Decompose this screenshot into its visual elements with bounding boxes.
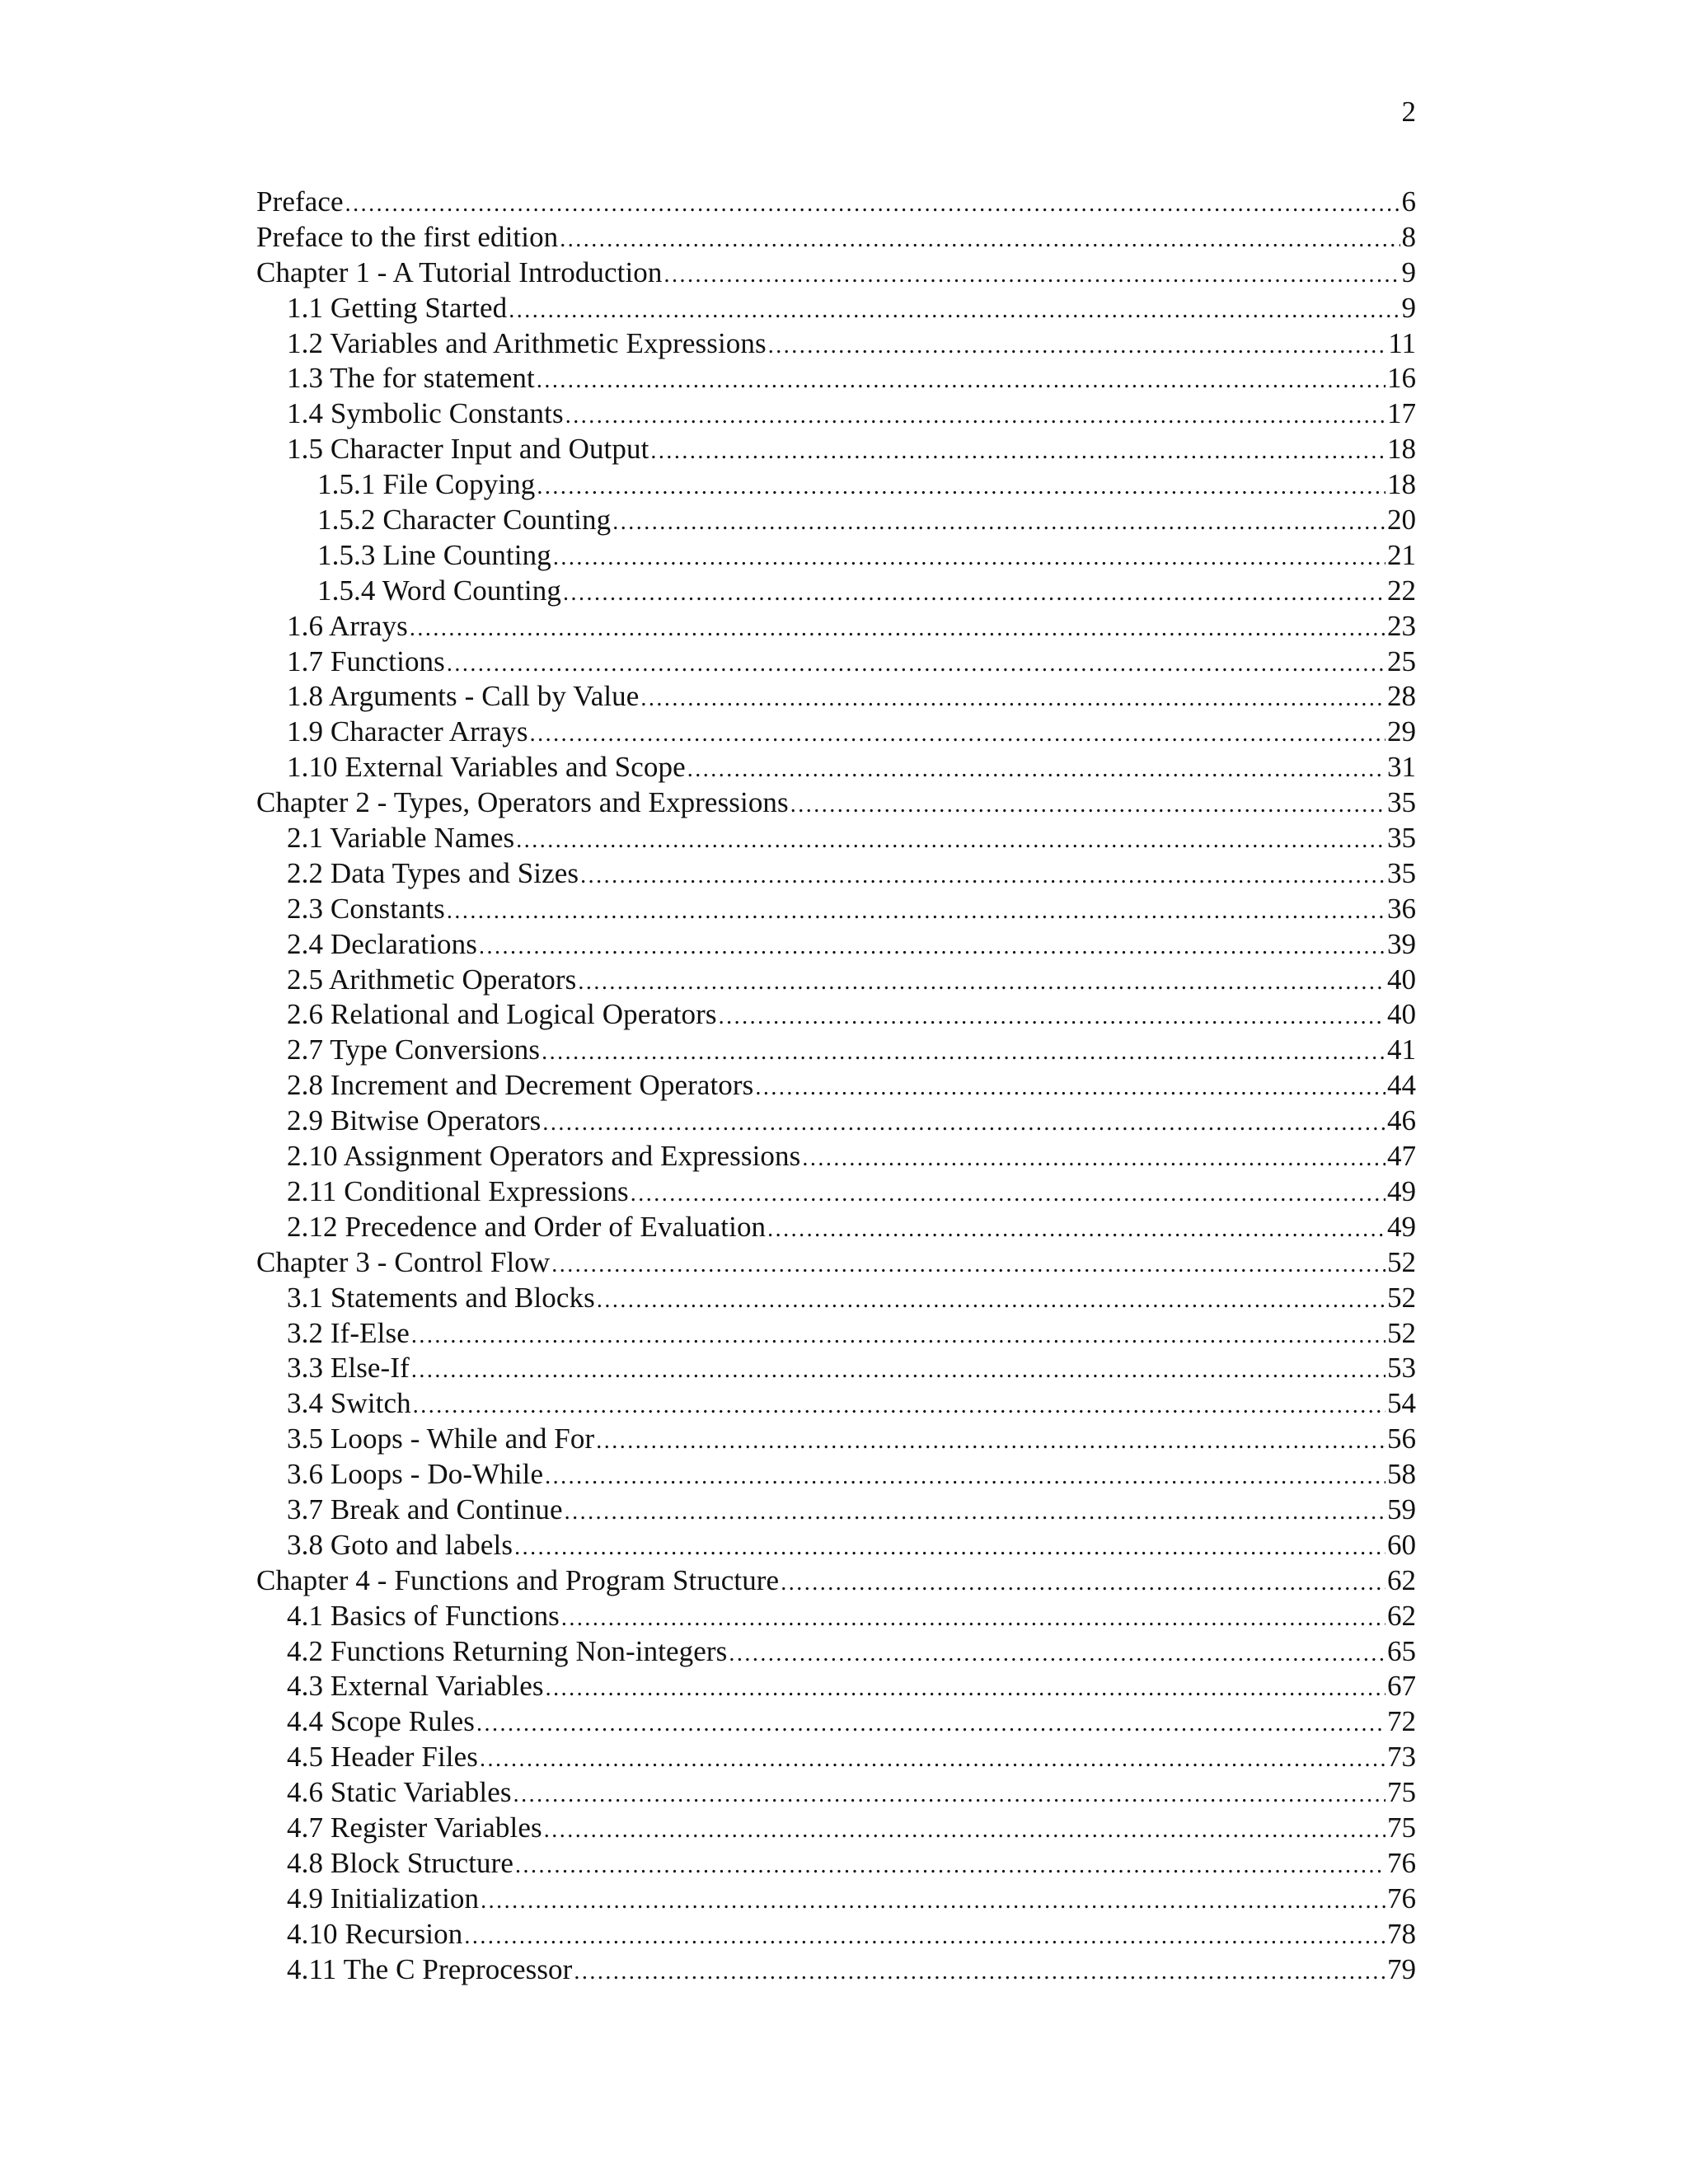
toc-entry[interactable] bbox=[256, 1210, 1416, 1245]
toc-entry[interactable] bbox=[256, 361, 1416, 396]
toc-entry-page: 40 bbox=[1387, 963, 1416, 996]
toc-entry[interactable] bbox=[256, 1033, 1416, 1068]
toc-entry[interactable] bbox=[256, 1917, 1416, 1952]
toc-entry-page: 62 bbox=[1387, 1563, 1416, 1596]
toc-entry-title: 2.3 Constants bbox=[287, 892, 445, 925]
page-number: 2 bbox=[1401, 96, 1416, 128]
toc-dot-leader bbox=[476, 1707, 1386, 1742]
toc-entry-page: 79 bbox=[1387, 1952, 1416, 1985]
toc-entry[interactable] bbox=[256, 715, 1416, 750]
toc-entry-title: 1.6 Arrays bbox=[287, 609, 408, 642]
toc-entry-title: 3.2 If-Else bbox=[287, 1316, 410, 1349]
toc-entry-page: 41 bbox=[1387, 1033, 1416, 1066]
toc-dot-leader bbox=[596, 1424, 1386, 1460]
toc-dot-leader bbox=[767, 1212, 1386, 1248]
toc-entry[interactable] bbox=[256, 1811, 1416, 1846]
toc-entry-title: 3.6 Loops - Do-While bbox=[287, 1458, 544, 1491]
toc-dot-leader bbox=[514, 1530, 1386, 1566]
toc-dot-leader bbox=[768, 329, 1387, 364]
toc-dot-leader bbox=[687, 752, 1386, 788]
toc-entry[interactable] bbox=[256, 574, 1416, 609]
toc-dot-leader bbox=[546, 1671, 1386, 1707]
toc-dot-leader bbox=[612, 505, 1386, 541]
toc-entry[interactable] bbox=[256, 1316, 1416, 1352]
toc-dot-leader bbox=[411, 1319, 1386, 1354]
toc-entry-page: 9 bbox=[1401, 291, 1416, 324]
toc-dot-leader bbox=[513, 1778, 1386, 1813]
toc-dot-leader bbox=[413, 1389, 1386, 1424]
toc-entry-page: 72 bbox=[1387, 1705, 1416, 1738]
toc-entry-page: 35 bbox=[1387, 822, 1416, 855]
toc-entry-page: 54 bbox=[1387, 1387, 1416, 1420]
toc-entry-page: 75 bbox=[1387, 1776, 1416, 1809]
toc-entry-title: 3.5 Loops - While and For bbox=[287, 1422, 595, 1455]
toc-entry-page: 52 bbox=[1387, 1245, 1416, 1278]
toc-dot-leader bbox=[447, 894, 1386, 930]
table-of-contents bbox=[256, 185, 1416, 1987]
toc-entry-page: 62 bbox=[1387, 1599, 1416, 1632]
toc-entry-page: 75 bbox=[1387, 1811, 1416, 1844]
toc-entry[interactable] bbox=[256, 1245, 1416, 1281]
toc-entry[interactable] bbox=[256, 856, 1416, 892]
toc-entry-page: 35 bbox=[1387, 856, 1416, 889]
toc-entry-title: Chapter 2 - Types, Operators and Expressions bbox=[256, 786, 789, 819]
toc-entry-title: 4.6 Static Variables bbox=[287, 1776, 512, 1809]
toc-entry-title: 2.12 Precedence and Order of Evaluation bbox=[287, 1210, 767, 1243]
toc-entry-title: 2.11 Conditional Expressions bbox=[287, 1174, 629, 1207]
toc-entry[interactable] bbox=[256, 1775, 1416, 1811]
toc-entry-title: 1.5.1 File Copying bbox=[317, 468, 536, 501]
toc-entry-title: Chapter 1 - A Tutorial Introduction bbox=[256, 255, 663, 288]
toc-entry[interactable] bbox=[256, 609, 1416, 644]
toc-dot-leader bbox=[544, 1813, 1386, 1849]
toc-entry-page: 16 bbox=[1387, 362, 1416, 395]
toc-entry[interactable] bbox=[256, 396, 1416, 432]
toc-entry-page: 39 bbox=[1387, 927, 1416, 960]
toc-dot-leader bbox=[345, 187, 1400, 223]
toc-entry-page: 9 bbox=[1401, 255, 1416, 288]
toc-entry-title: 4.7 Register Variables bbox=[287, 1811, 542, 1844]
toc-dot-leader bbox=[597, 1283, 1386, 1319]
toc-entry-page: 18 bbox=[1387, 468, 1416, 501]
toc-entry-title: 2.10 Assignment Operators and Expressions bbox=[287, 1140, 801, 1173]
toc-entry-page: 21 bbox=[1387, 538, 1416, 571]
toc-entry-title: 1.5 Character Input and Output bbox=[287, 433, 649, 466]
toc-entry-title: 1.8 Arguments - Call by Value bbox=[287, 680, 640, 713]
toc-dot-leader bbox=[551, 1248, 1386, 1283]
toc-entry[interactable] bbox=[256, 255, 1416, 291]
toc-entry-title: 2.4 Declarations bbox=[287, 927, 477, 960]
toc-entry[interactable] bbox=[256, 1351, 1416, 1386]
toc-entry[interactable] bbox=[256, 1174, 1416, 1210]
toc-dot-leader bbox=[790, 788, 1386, 823]
toc-dot-leader bbox=[410, 612, 1386, 647]
toc-dot-leader bbox=[719, 1000, 1386, 1035]
toc-entry-page: 22 bbox=[1387, 574, 1416, 607]
toc-entry[interactable] bbox=[256, 1493, 1416, 1528]
toc-entry[interactable] bbox=[256, 1457, 1416, 1493]
toc-dot-leader bbox=[560, 223, 1400, 258]
toc-entry-title: 4.9 Initialization bbox=[287, 1882, 480, 1915]
toc-dot-leader bbox=[464, 1919, 1386, 1955]
toc-entry[interactable] bbox=[256, 1386, 1416, 1422]
toc-entry-page: 28 bbox=[1387, 680, 1416, 713]
toc-entry-page: 46 bbox=[1387, 1104, 1416, 1137]
toc-entry-title: Chapter 3 - Control Flow bbox=[256, 1245, 551, 1278]
toc-dot-leader bbox=[516, 823, 1386, 859]
toc-entry[interactable] bbox=[256, 1139, 1416, 1174]
toc-dot-leader bbox=[542, 1035, 1386, 1071]
toc-dot-leader bbox=[650, 434, 1386, 470]
toc-entry-title: 4.5 Header Files bbox=[287, 1741, 478, 1774]
toc-dot-leader bbox=[479, 930, 1386, 965]
toc-entry[interactable] bbox=[256, 679, 1416, 715]
toc-dot-leader bbox=[561, 1601, 1386, 1637]
toc-entry-title: 1.10 External Variables and Scope bbox=[287, 751, 686, 784]
toc-entry[interactable] bbox=[256, 220, 1416, 255]
toc-entry-page: 20 bbox=[1387, 504, 1416, 537]
toc-entry-page: 36 bbox=[1387, 892, 1416, 925]
toc-entry[interactable] bbox=[256, 1281, 1416, 1316]
toc-dot-leader bbox=[481, 1884, 1386, 1919]
toc-entry-page: 40 bbox=[1387, 998, 1416, 1031]
toc-entry[interactable] bbox=[256, 467, 1416, 503]
toc-dot-leader bbox=[530, 717, 1386, 752]
toc-dot-leader bbox=[515, 1849, 1386, 1884]
toc-entry-title: 1.5.3 Line Counting bbox=[317, 538, 551, 571]
toc-entry-page: 49 bbox=[1387, 1210, 1416, 1243]
toc-entry-page: 59 bbox=[1387, 1493, 1416, 1526]
toc-entry[interactable] bbox=[256, 326, 1416, 362]
toc-entry[interactable] bbox=[256, 785, 1416, 821]
toc-dot-leader bbox=[565, 1495, 1386, 1530]
toc-dot-leader bbox=[781, 1566, 1386, 1601]
toc-entry-page: 52 bbox=[1387, 1316, 1416, 1349]
toc-entry-title: 3.3 Else-If bbox=[287, 1352, 410, 1385]
toc-entry-title: 4.10 Recursion bbox=[287, 1917, 463, 1950]
toc-entry-page: 17 bbox=[1387, 397, 1416, 430]
toc-dot-leader bbox=[537, 470, 1386, 505]
toc-entry-page: 6 bbox=[1401, 185, 1416, 218]
toc-entry[interactable] bbox=[256, 997, 1416, 1033]
toc-entry-page: 67 bbox=[1387, 1670, 1416, 1703]
toc-dot-leader bbox=[537, 363, 1386, 399]
toc-entry[interactable] bbox=[256, 1740, 1416, 1775]
toc-entry[interactable] bbox=[256, 644, 1416, 680]
toc-entry-title: 4.11 The C Preprocessor bbox=[287, 1952, 573, 1985]
toc-dot-leader bbox=[574, 1955, 1386, 1990]
toc-dot-leader bbox=[729, 1637, 1386, 1672]
toc-entry-page: 52 bbox=[1387, 1281, 1416, 1314]
toc-entry-title: 2.2 Data Types and Sizes bbox=[287, 856, 579, 889]
toc-entry[interactable] bbox=[256, 538, 1416, 574]
toc-entry-title: 2.5 Arithmetic Operators bbox=[287, 963, 577, 996]
toc-dot-leader bbox=[631, 1177, 1386, 1212]
toc-entry[interactable] bbox=[256, 1528, 1416, 1563]
toc-dot-leader bbox=[509, 293, 1400, 329]
toc-entry-page: 18 bbox=[1387, 433, 1416, 466]
toc-entry[interactable] bbox=[256, 1068, 1416, 1104]
toc-entry-page: 44 bbox=[1387, 1069, 1416, 1102]
toc-entry-page: 76 bbox=[1387, 1846, 1416, 1879]
toc-entry[interactable] bbox=[256, 1669, 1416, 1704]
toc-entry-title: 4.3 External Variables bbox=[287, 1670, 544, 1703]
toc-entry[interactable] bbox=[256, 927, 1416, 963]
toc-entry[interactable] bbox=[256, 1563, 1416, 1599]
toc-entry[interactable] bbox=[256, 1704, 1416, 1740]
toc-entry[interactable] bbox=[256, 1104, 1416, 1139]
toc-entry-page: 23 bbox=[1387, 609, 1416, 642]
toc-entry-title: Chapter 4 - Functions and Program Structure bbox=[256, 1563, 780, 1596]
toc-entry[interactable] bbox=[256, 1599, 1416, 1634]
toc-entry-title: 4.4 Scope Rules bbox=[287, 1705, 476, 1738]
toc-entry[interactable] bbox=[256, 503, 1416, 538]
toc-entry-title: 1.2 Variables and Arithmetic Expressions bbox=[287, 326, 767, 359]
toc-dot-leader bbox=[580, 859, 1386, 894]
toc-entry-title: 2.6 Relational and Logical Operators bbox=[287, 998, 717, 1031]
toc-entry-title: Preface bbox=[256, 185, 344, 218]
toc-dot-leader bbox=[755, 1071, 1386, 1106]
toc-entry-page: 31 bbox=[1387, 751, 1416, 784]
toc-entry-title: 1.7 Functions bbox=[287, 644, 445, 677]
toc-entry-title: 1.4 Symbolic Constants bbox=[287, 397, 564, 430]
toc-entry[interactable] bbox=[256, 1952, 1416, 1988]
toc-entry-title: 4.1 Basics of Functions bbox=[287, 1599, 560, 1632]
toc-entry[interactable] bbox=[256, 1422, 1416, 1457]
toc-entry-title: 3.1 Statements and Blocks bbox=[287, 1281, 595, 1314]
toc-entry-title: 3.4 Switch bbox=[287, 1387, 411, 1420]
toc-dot-leader bbox=[640, 682, 1386, 717]
toc-entry[interactable] bbox=[256, 1882, 1416, 1917]
toc-dot-leader bbox=[802, 1141, 1386, 1177]
toc-entry-title: 3.7 Break and Continue bbox=[287, 1493, 563, 1526]
toc-entry-title: 4.8 Block Structure bbox=[287, 1846, 514, 1879]
toc-entry-page: 73 bbox=[1387, 1741, 1416, 1774]
toc-entry-page: 60 bbox=[1387, 1528, 1416, 1561]
toc-entry[interactable] bbox=[256, 821, 1416, 856]
toc-entry-title: Preface to the first edition bbox=[256, 220, 559, 253]
toc-entry[interactable] bbox=[256, 750, 1416, 785]
toc-entry[interactable] bbox=[256, 185, 1416, 220]
toc-entry-page: 65 bbox=[1387, 1634, 1416, 1667]
toc-entry[interactable] bbox=[256, 291, 1416, 326]
toc-entry-page: 58 bbox=[1387, 1458, 1416, 1491]
toc-entry-title: 1.3 The for statement bbox=[287, 362, 535, 395]
toc-entry-title: 1.9 Character Arrays bbox=[287, 715, 528, 748]
toc-entry-page: 56 bbox=[1387, 1422, 1416, 1455]
toc-entry[interactable] bbox=[256, 963, 1416, 998]
toc-dot-leader bbox=[563, 576, 1386, 612]
toc-entry-page: 8 bbox=[1401, 220, 1416, 253]
toc-entry-title: 1.5.2 Character Counting bbox=[317, 504, 612, 537]
toc-entry-page: 11 bbox=[1388, 326, 1416, 359]
toc-entry-page: 53 bbox=[1387, 1352, 1416, 1385]
toc-entry-title: 1.5.4 Word Counting bbox=[317, 574, 561, 607]
toc-entry[interactable] bbox=[256, 892, 1416, 927]
toc-entry-title: 4.2 Functions Returning Non-integers bbox=[287, 1634, 728, 1667]
toc-entry-page: 25 bbox=[1387, 644, 1416, 677]
toc-entry-title: 2.7 Type Conversions bbox=[287, 1033, 541, 1066]
toc-dot-leader bbox=[578, 965, 1386, 1001]
toc-entry[interactable] bbox=[256, 1634, 1416, 1670]
toc-entry-title: 2.9 Bitwise Operators bbox=[287, 1104, 542, 1137]
toc-entry-page: 78 bbox=[1387, 1917, 1416, 1950]
toc-entry[interactable] bbox=[256, 432, 1416, 467]
toc-dot-leader bbox=[480, 1742, 1386, 1778]
toc-entry-page: 76 bbox=[1387, 1882, 1416, 1915]
toc-entry[interactable] bbox=[256, 1846, 1416, 1882]
toc-dot-leader bbox=[447, 647, 1386, 682]
toc-dot-leader bbox=[664, 258, 1400, 293]
toc-dot-leader bbox=[565, 399, 1386, 434]
toc-entry-page: 49 bbox=[1387, 1174, 1416, 1207]
toc-entry-title: 2.8 Increment and Decrement Operators bbox=[287, 1069, 754, 1102]
toc-entry-title: 2.1 Variable Names bbox=[287, 822, 515, 855]
toc-entry-page: 29 bbox=[1387, 715, 1416, 748]
toc-dot-leader bbox=[553, 541, 1386, 576]
toc-entry-page: 35 bbox=[1387, 786, 1416, 819]
toc-dot-leader bbox=[411, 1353, 1386, 1389]
toc-dot-leader bbox=[542, 1106, 1386, 1141]
toc-entry-title: 3.8 Goto and labels bbox=[287, 1528, 513, 1561]
toc-dot-leader bbox=[545, 1460, 1386, 1495]
toc-entry-title: 1.1 Getting Started bbox=[287, 291, 508, 324]
toc-entry-page: 47 bbox=[1387, 1140, 1416, 1173]
